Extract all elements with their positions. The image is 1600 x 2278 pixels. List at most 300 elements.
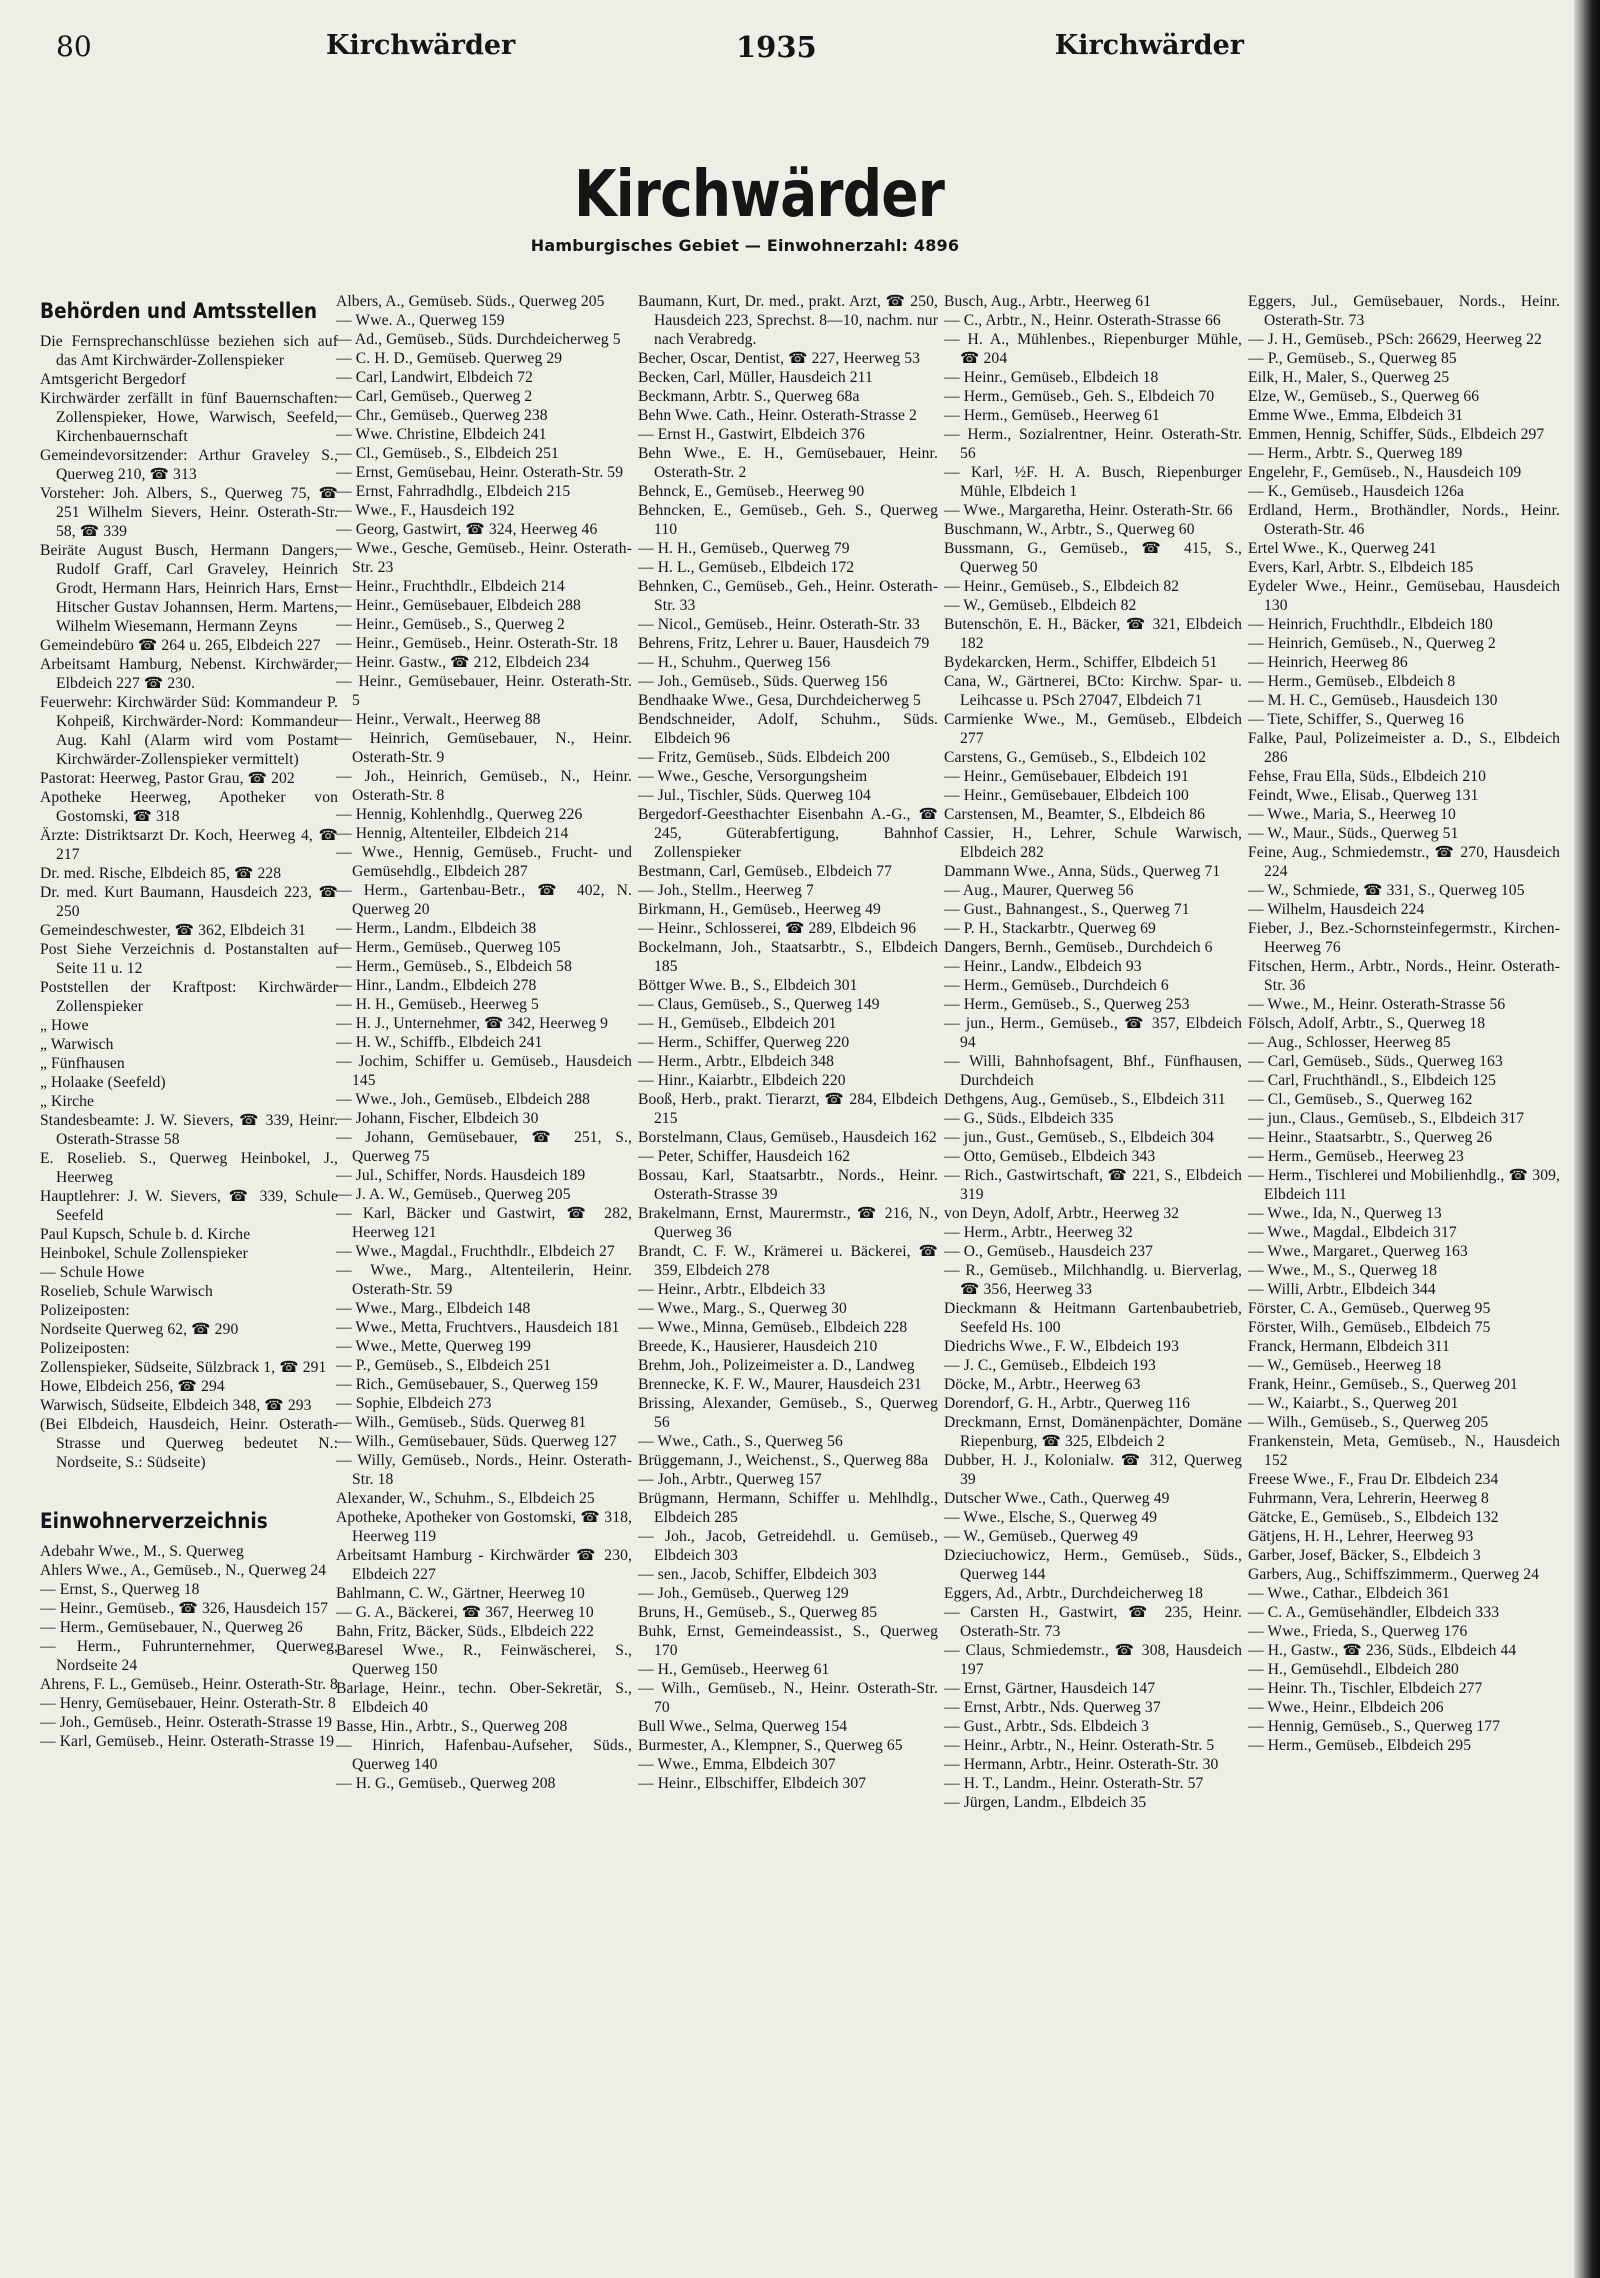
directory-entry: — Heinr. Th., Tischler, Elbdeich 277 xyxy=(1248,1680,1483,1697)
directory-entry: — Hennig, Altenteiler, Elbdeich 214 xyxy=(336,825,569,842)
directory-entry: — Wwe., Heinr., Elbdeich 206 xyxy=(1248,1699,1444,1716)
directory-entry: — Claus, Schmiedemstr., ☎ 308, Hausdeich 197 xyxy=(944,1642,1242,1678)
directory-entry: Engelehr, F., Gemüseb., N., Hausdeich 109 xyxy=(1248,464,1522,481)
directory-entry: Emme Wwe., Emma, Elbdeich 31 xyxy=(1248,407,1464,424)
directory-entry: — Ernst, Gärtner, Hausdeich 147 xyxy=(944,1680,1156,1697)
directory-entry: Brügmann, Hermann, Schiffer u. Mehlhdlg., Elbdeich 285 xyxy=(638,1490,938,1526)
directory-entry: — Cl., Gemüseb., S., Elbdeich 251 xyxy=(336,445,559,462)
directory-entry: — Jochim, Schiffer u. Gemüseb., Hausdeich 145 xyxy=(336,1053,632,1089)
directory-entry: — H. L., Gemüseb., Elbdeich 172 xyxy=(638,559,855,576)
directory-entry: — Heinr., Gemüsebauer, Elbdeich 100 xyxy=(944,787,1189,804)
directory-entry: Bestmann, Carl, Gemüseb., Elbdeich 77 xyxy=(638,863,893,880)
directory-entry: Eilk, H., Maler, S., Querweg 25 xyxy=(1248,369,1450,386)
directory-entry: — Hinr., Kaiarbtr., Elbdeich 220 xyxy=(638,1072,846,1089)
column-2 xyxy=(336,292,632,2252)
directory-entry: — H. H., Gemüseb., Heerweg 5 xyxy=(336,996,539,1013)
directory-entry: Garbers, Aug., Schiffszimmerm., Querweg 24 xyxy=(1248,1566,1540,1583)
directory-entry: — W., Gemüseb., Elbdeich 82 xyxy=(944,597,1137,614)
directory-entry: — Hinrich, Hafenbau-Aufseher, Süds., Querweg 140 xyxy=(336,1737,632,1773)
residents-list xyxy=(40,1542,338,1751)
directory-entry: — H., Gemüseb., Heerweg 61 xyxy=(638,1661,830,1678)
directory-entry: — Carl, Landwirt, Elbdeich 72 xyxy=(336,369,533,386)
directory-entry: — Fritz, Gemüseb., Süds. Elbdeich 200 xyxy=(638,749,890,766)
page-subtitle: Hamburgisches Gebiet — Einwohnerzahl: 4896 xyxy=(530,236,960,255)
directory-entry: Arbeitsamt Hamburg - Kirchwärder ☎ 230, Elbdeich 227 xyxy=(336,1547,632,1583)
directory-entry: — Karl, Gemüseb., Heinr. Osterath-Strasse 19 xyxy=(40,1733,335,1750)
directory-entry: Franck, Hermann, Elbdeich 311 xyxy=(1248,1338,1450,1355)
directory-entry: — C., Arbtr., N., Heinr. Osterath-Strasse 66 xyxy=(944,312,1221,329)
directory-entry: — Heinr., Gemüseb., S., Elbdeich 82 xyxy=(944,578,1180,595)
directory-entry: Kirchwärder zerfällt in fünf Bauernschaften: Zollenspieker, Howe, Warwisch, Seefeld, Kirchenbauernschaft xyxy=(40,390,338,445)
directory-entry: Heinbokel, Schule Zollenspieker xyxy=(40,1245,248,1262)
directory-entry: — Schule Howe xyxy=(40,1264,145,1281)
directory-entry: — C. H. D., Gemüseb. Querweg 29 xyxy=(336,350,563,367)
directory-entry: Fuhrmann, Vera, Lehrerin, Heerweg 8 xyxy=(1248,1490,1489,1507)
column-3 xyxy=(638,292,938,2252)
directory-entry: Birkmann, H., Gemüseb., Heerweg 49 xyxy=(638,901,881,918)
column-4-list xyxy=(944,292,1242,1812)
directory-entry: — W., Schmiede, ☎ 331, S., Querweg 105 xyxy=(1248,882,1525,899)
directory-entry: Apotheke, Apotheker von Gostomski, ☎ 318, Heerweg 119 xyxy=(336,1509,632,1545)
directory-entry: Elze, W., Gemüseb., S., Querweg 66 xyxy=(1248,388,1480,405)
directory-entry: — Joh., Gemüseb., Süds. Querweg 156 xyxy=(638,673,888,690)
directory-entry: Nordseite Querweg 62, ☎ 290 xyxy=(40,1321,239,1338)
directory-entry: — Tiete, Schiffer, S., Querweg 16 xyxy=(1248,711,1464,728)
running-head-left: Kirchwärder xyxy=(326,30,516,61)
directory-entry: Basse, Hin., Arbtr., S., Querweg 208 xyxy=(336,1718,568,1735)
directory-entry: Ahlers Wwe., A., Gemüseb., N., Querweg 24 xyxy=(40,1562,327,1579)
directory-entry: Gemeindebüro ☎ 264 u. 265, Elbdeich 227 xyxy=(40,637,321,654)
directory-entry: Frankenstein, Meta, Gemüseb., N., Hausdeich 152 xyxy=(1248,1433,1560,1469)
directory-entry: — H. A., Mühlenbes., Riepenburger Mühle, ☎ 204 xyxy=(944,331,1242,367)
directory-entry: — W., Kaiarbt., S., Querweg 201 xyxy=(1248,1395,1459,1412)
directory-entry: Hauptlehrer: J. W. Sievers, ☎ 339, Schule Seefeld xyxy=(40,1188,338,1224)
directory-entry: Baumann, Kurt, Dr. med., prakt. Arzt, ☎ 250, Hausdeich 223, Sprechst. 8—10, nachm. nur nach Verabredg. xyxy=(638,293,938,348)
directory-entry: Beiräte August Busch, Hermann Dangers, Rudolf Graff, Carl Graveley, Heinrich Grodt, Hermann Hars, Heinrich Hars, Ernst Hitscher Gustav Johannsen, Herm. Martens, Wilhelm Wiesemann, Hermann Zeyns xyxy=(40,542,338,635)
directory-entry: (Bei Elbdeich, Hausdeich, Heinr. Osterath-Strasse und Querweg bedeutet N.: Nordseite, S.: Südseite) xyxy=(40,1416,338,1471)
directory-entry: — Heinr., Gemüseb., Heinr. Osterath-Str. 18 xyxy=(336,635,618,652)
directory-entry: — Heinrich, Gemüsebauer, N., Heinr. Osterath-Str. 9 xyxy=(336,730,632,766)
directory-entry: Dethgens, Aug., Gemüseb., S., Elbdeich 311 xyxy=(944,1091,1226,1108)
directory-entry: — Heinr., Arbtr., Elbdeich 33 xyxy=(638,1281,826,1298)
directory-entry: Becher, Oscar, Dentist, ☎ 227, Heerweg 53 xyxy=(638,350,921,367)
directory-entry: — Hennig, Kohlenhdlg., Querweg 226 xyxy=(336,806,583,823)
directory-entry: — Heinr., Landw., Elbdeich 93 xyxy=(944,958,1142,975)
directory-entry: — Willi, Arbtr., Elbdeich 344 xyxy=(1248,1281,1436,1298)
directory-entry: Booß, Herb., prakt. Tierarzt, ☎ 284, Elbdeich 215 xyxy=(638,1091,938,1127)
directory-entry: — Wwe., Metta, Fruchtvers., Hausdeich 181 xyxy=(336,1319,620,1336)
directory-entry: — Heinr., Gemüseb., S., Querweg 2 xyxy=(336,616,565,633)
directory-entry: Fieber, J., Bez.-Schornsteinfegermstr., Kirchen-Heerweg 76 xyxy=(1248,920,1560,956)
directory-entry: — J. C., Gemüseb., Elbdeich 193 xyxy=(944,1357,1156,1374)
directory-entry: Post Siehe Verzeichnis d. Postanstalten auf Seite 11 u. 12 xyxy=(40,941,338,977)
directory-entry: Poststellen der Kraftpost: Kirchwärder Zollenspieker xyxy=(40,979,338,1015)
directory-entry: — Herm., Tischlerei und Mobilienhdlg., ☎ 309, Elbdeich 111 xyxy=(1248,1167,1560,1203)
directory-entry: — Joh., Arbtr., Querweg 157 xyxy=(638,1471,822,1488)
directory-entry: Behrens, Fritz, Lehrer u. Bauer, Hausdeich 79 xyxy=(638,635,930,652)
directory-entry: Ahrens, F. L., Gemüseb., Heinr. Osterath-Str. 8 xyxy=(40,1676,338,1693)
directory-entry: — Rich., Gemüsebauer, S., Querweg 159 xyxy=(336,1376,599,1393)
directory-entry: — Heinr., Gemüsebauer, Elbdeich 288 xyxy=(336,597,581,614)
directory-entry: — Heinr., Schlosserei, ☎ 289, Elbdeich 96 xyxy=(638,920,917,937)
directory-entry: — Heinr., Gemüsebauer, Elbdeich 191 xyxy=(944,768,1189,785)
directory-entry: — Joh., Gemüseb., Querweg 129 xyxy=(638,1585,849,1602)
directory-entry: — Herm., Gemüseb., Querweg 105 xyxy=(336,939,561,956)
directory-entry: — Wwe., Cath., S., Querweg 56 xyxy=(638,1433,843,1450)
directory-entry: — Wilhelm, Hausdeich 224 xyxy=(1248,901,1425,918)
directory-entry: — Heinr., Elbschiffer, Elbdeich 307 xyxy=(638,1775,867,1792)
page-number: 80 xyxy=(56,30,92,63)
directory-entry: Eggers, Ad., Arbtr., Durchdeicherweg 18 xyxy=(944,1585,1203,1602)
directory-entry: — H. G., Gemüseb., Querweg 208 xyxy=(336,1775,556,1792)
directory-entry: — Wwe., F., Hausdeich 192 xyxy=(336,502,515,519)
directory-entry: — Herm., Arbtr., Heerweg 32 xyxy=(944,1224,1133,1241)
directory-entry: — Herm., Gemüseb., Elbdeich 8 xyxy=(1248,673,1456,690)
column-1 xyxy=(40,280,338,2240)
directory-entry: — Wwe. Christine, Elbdeich 241 xyxy=(336,426,547,443)
directory-entry: Carstensen, M., Beamter, S., Elbdeich 86 xyxy=(944,806,1206,823)
directory-entry: — Wilh., Gemüseb., Süds. Querweg 81 xyxy=(336,1414,587,1431)
directory-entry: Alexander, W., Schuhm., S., Elbdeich 25 xyxy=(336,1490,595,1507)
directory-entry: Bergedorf-Geesthachter Eisenbahn A.-G., ☎ 245, Güterabfertigung, Bahnhof Zollenspieker xyxy=(638,806,938,861)
directory-entry: „ Kirche xyxy=(40,1093,95,1110)
directory-entry: Cana, W., Gärtnerei, BCto: Kirchw. Spar- u. Leihcasse u. PSch 27047, Elbdeich 71 xyxy=(944,673,1242,709)
directory-entry: Diedrichs Wwe., F. W., Elbdeich 193 xyxy=(944,1338,1179,1355)
column-5-list xyxy=(1248,292,1560,1755)
directory-entry: — Carsten H., Gastwirt, ☎ 235, Heinr. Osterath-Str. 73 xyxy=(944,1604,1242,1640)
directory-entry: Frank, Heinr., Gemüseb., S., Querweg 201 xyxy=(1248,1376,1518,1393)
authorities-list xyxy=(40,332,338,1472)
directory-entry: — R., Gemüseb., Milchhandlg. u. Bierverlag, ☎ 356, Heerweg 33 xyxy=(944,1262,1242,1298)
directory-entry: — Herm., Gemüseb., Elbdeich 295 xyxy=(1248,1737,1472,1754)
column-5 xyxy=(1248,292,1560,2252)
directory-entry: — Hinr., Landm., Elbdeich 278 xyxy=(336,977,537,994)
directory-entry: — Herm., Landm., Elbdeich 38 xyxy=(336,920,537,937)
directory-entry: Baresel Wwe., R., Feinwäscherei, S., Querweg 150 xyxy=(336,1642,632,1678)
directory-entry: — Herm., Gemüseb., Geh. S., Elbdeich 70 xyxy=(944,388,1215,405)
directory-entry: — Aug., Maurer, Querweg 56 xyxy=(944,882,1134,899)
directory-entry: Dorendorf, G. H., Arbtr., Querweg 116 xyxy=(944,1395,1191,1412)
directory-entry: — Wwe., Marg., S., Querweg 30 xyxy=(638,1300,847,1317)
directory-entry: — H., Gemüsehdl., Elbdeich 280 xyxy=(1248,1661,1459,1678)
directory-entry: Dzieciuchowicz, Herm., Gemüseb., Süds., Querweg 144 xyxy=(944,1547,1242,1583)
directory-entry: Cassier, H., Lehrer, Schule Warwisch, Elbdeich 282 xyxy=(944,825,1242,861)
directory-entry: — Wwe., Gesche, Gemüseb., Heinr. Osterath-Str. 23 xyxy=(336,540,632,576)
column-4 xyxy=(944,292,1242,2252)
directory-entry: Dieckmann & Heitmann Gartenbaubetrieb, Seefeld Hs. 100 xyxy=(944,1300,1242,1336)
directory-entry: Dammann Wwe., Anna, Süds., Querweg 71 xyxy=(944,863,1221,880)
directory-entry: Dubber, H. J., Kolonialw. ☎ 312, Querweg 39 xyxy=(944,1452,1242,1488)
directory-entry: — Wwe., Margaret., Querweg 163 xyxy=(1248,1243,1468,1260)
directory-entry: — H., Gastw., ☎ 236, Süds., Elbdeich 44 xyxy=(1248,1642,1517,1659)
directory-entry: — Carl, Gemüseb., Querweg 2 xyxy=(336,388,533,405)
directory-entry: Fölsch, Adolf, Arbtr., S., Querweg 18 xyxy=(1248,1015,1486,1032)
directory-entry: E. Roselieb. S., Querweg Heinbokel, J., Heerweg xyxy=(40,1150,338,1186)
directory-entry: — O., Gemüseb., Hausdeich 237 xyxy=(944,1243,1154,1260)
directory-entry: Paul Kupsch, Schule b. d. Kirche xyxy=(40,1226,251,1243)
directory-entry: — H. W., Schiffb., Elbdeich 241 xyxy=(336,1034,543,1051)
directory-entry: — Gust., Arbtr., Sds. Elbdeich 3 xyxy=(944,1718,1150,1735)
directory-entry: Behnck, E., Gemüseb., Heerweg 90 xyxy=(638,483,865,500)
directory-entry: Gätjens, H. H., Lehrer, Heerweg 93 xyxy=(1248,1528,1474,1545)
directory-entry: — W., Gemüseb., Querweg 49 xyxy=(944,1528,1139,1545)
directory-entry: — Georg, Gastwirt, ☎ 324, Heerweg 46 xyxy=(336,521,598,538)
directory-entry: Brissing, Alexander, Gemüseb., S., Querweg 56 xyxy=(638,1395,938,1431)
directory-entry: „ Fünfhausen xyxy=(40,1055,125,1072)
directory-entry: — Ernst H., Gastwirt, Elbdeich 376 xyxy=(638,426,865,443)
directory-entry: Beckmann, Arbtr. S., Querweg 68a xyxy=(638,388,860,405)
directory-entry: — Ernst, Gemüsebau, Heinr. Osterath-Str. 59 xyxy=(336,464,624,481)
directory-entry: — Karl, ½F. H. A. Busch, Riepenburger Mühle, Elbdeich 1 xyxy=(944,464,1242,500)
directory-entry: — H. T., Landm., Heinr. Osterath-Str. 57 xyxy=(944,1775,1204,1792)
directory-entry: — Wwe., Elsche, S., Querweg 49 xyxy=(944,1509,1158,1526)
directory-entry: Standesbeamte: J. W. Sievers, ☎ 339, Heinr. Osterath-Strasse 58 xyxy=(40,1112,338,1148)
section-heading-residents: Einwohnerverzeichnis xyxy=(40,1509,268,1533)
directory-entry: — Willy, Gemüseb., Nords., Heinr. Osterath-Str. 18 xyxy=(336,1452,632,1488)
directory-entry: — Johann, Fischer, Elbdeich 30 xyxy=(336,1110,539,1127)
directory-entry: — Wwe., Maria, S., Heerweg 10 xyxy=(1248,806,1456,823)
page-title: Kirchwärder xyxy=(573,158,945,232)
directory-entry: Feine, Aug., Schmiedemstr., ☎ 270, Hausdeich 224 xyxy=(1248,844,1560,880)
directory-entry: Barlage, Heinr., techn. Ober-Sekretär, S., Elbdeich 40 xyxy=(336,1680,632,1716)
directory-entry: Bussmann, G., Gemüseb., ☎ 415, S., Querweg 50 xyxy=(944,540,1242,576)
directory-entry: — Wwe., Frieda, S., Querweg 176 xyxy=(1248,1623,1468,1640)
directory-entry: — sen., Jacob, Schiffer, Elbdeich 303 xyxy=(638,1566,877,1583)
directory-entry: Bruns, H., Gemüseb., S., Querweg 85 xyxy=(638,1604,878,1621)
directory-columns xyxy=(40,280,1570,2260)
directory-entry: Feindt, Wwe., Elisab., Querweg 131 xyxy=(1248,787,1479,804)
directory-entry: Carmienke Wwe., M., Gemüseb., Elbdeich 277 xyxy=(944,711,1242,747)
directory-entry: — Ernst, Fahrradhdlg., Elbdeich 215 xyxy=(336,483,571,500)
directory-entry: Bahn, Fritz, Bäcker, Süds., Elbdeich 222 xyxy=(336,1623,595,1640)
directory-entry: von Deyn, Adolf, Arbtr., Heerweg 32 xyxy=(944,1205,1180,1222)
directory-entry: — Herm., Gemüseb., Durchdeich 6 xyxy=(944,977,1169,994)
directory-entry: Polizeiposten: xyxy=(40,1302,130,1319)
directory-entry: Behn Wwe., E. H., Gemüsebauer, Heinr. Osterath-Str. 2 xyxy=(638,445,938,481)
directory-entry: Becken, Carl, Müller, Hausdeich 211 xyxy=(638,369,873,386)
directory-entry: Breede, K., Hausierer, Hausdeich 210 xyxy=(638,1338,878,1355)
directory-entry: Dreckmann, Ernst, Domänenpächter, Domäne Riepenburg, ☎ 325, Elbdeich 2 xyxy=(944,1414,1242,1450)
directory-entry: — Wilh., Gemüseb., S., Querweg 205 xyxy=(1248,1414,1489,1431)
directory-entry: Burmester, A., Klempner, S., Querweg 65 xyxy=(638,1737,903,1754)
directory-entry: — Sophie, Elbdeich 273 xyxy=(336,1395,492,1412)
directory-entry: Apotheke Heerweg, Apotheker von Gostomski, ☎ 318 xyxy=(40,789,338,825)
directory-entry: Buhk, Ernst, Gemeindeassist., S., Querweg 170 xyxy=(638,1623,938,1659)
directory-entry: Die Fernsprechanschlüsse beziehen sich auf das Amt Kirchwärder-Zollenspieker xyxy=(40,333,338,369)
directory-entry: Dangers, Bernh., Gemüseb., Durchdeich 6 xyxy=(944,939,1213,956)
directory-entry: — P. H., Stackarbtr., Querweg 69 xyxy=(944,920,1156,937)
directory-entry: — K., Gemüseb., Hausdeich 126a xyxy=(1248,483,1465,500)
directory-entry: — P., Gemüseb., S., Elbdeich 251 xyxy=(336,1357,552,1374)
directory-entry: — Claus, Gemüseb., S., Querweg 149 xyxy=(638,996,880,1013)
directory-entry: — P., Gemüseb., S., Querweg 85 xyxy=(1248,350,1457,367)
directory-entry: — jun., Claus., Gemüseb., S., Elbdeich 317 xyxy=(1248,1110,1525,1127)
directory-entry: — G. A., Bäckerei, ☎ 367, Heerweg 10 xyxy=(336,1604,594,1621)
directory-entry: Gätcke, E., Gemüseb., S., Elbdeich 132 xyxy=(1248,1509,1499,1526)
directory-entry: — Herm., Schiffer, Querweg 220 xyxy=(638,1034,850,1051)
directory-entry: Freese Wwe., F., Frau Dr. Elbdeich 234 xyxy=(1248,1471,1499,1488)
directory-entry: Carstens, G., Gemüseb., S., Elbdeich 102 xyxy=(944,749,1207,766)
section-heading-authorities: Behörden und Amtsstellen xyxy=(40,299,318,323)
directory-entry: — Wwe., Magdal., Elbdeich 317 xyxy=(1248,1224,1457,1241)
directory-entry: — Hermann, Arbtr., Heinr. Osterath-Str. 30 xyxy=(944,1756,1219,1773)
directory-entry: — Heinr. Gastw., ☎ 212, Elbdeich 234 xyxy=(336,654,590,671)
directory-entry: — Herm., Gartenbau-Betr., ☎ 402, N. Querweg 20 xyxy=(336,882,632,918)
directory-entry: — J. A. W., Gemüseb., Querweg 205 xyxy=(336,1186,571,1203)
directory-entry: Bendschneider, Adolf, Schuhm., Süds. Elbdeich 96 xyxy=(638,711,938,747)
directory-entry: Emmen, Hennig, Schiffer, Süds., Elbdeich 297 xyxy=(1248,426,1545,443)
directory-entry: Eggers, Jul., Gemüsebauer, Nords., Heinr. Osterath-Str. 73 xyxy=(1248,293,1560,329)
directory-entry: — Heinr., Arbtr., N., Heinr. Osterath-Str. 5 xyxy=(944,1737,1215,1754)
directory-entry: — Wwe., Marg., Altenteilerin, Heinr. Osterath-Str. 59 xyxy=(336,1262,632,1298)
directory-entry: — Joh., Stellm., Heerweg 7 xyxy=(638,882,814,899)
directory-entry: — Wwe., Cathar., Elbdeich 361 xyxy=(1248,1585,1450,1602)
running-head xyxy=(50,30,1244,74)
directory-entry: — Herm., Arbtr. S., Querweg 189 xyxy=(1248,445,1463,462)
directory-entry: — Wwe., Emma, Elbdeich 307 xyxy=(638,1756,836,1773)
directory-entry: Ertel Wwe., K., Querweg 241 xyxy=(1248,540,1437,557)
directory-entry: — Heinr., Staatsarbtr., S., Querweg 26 xyxy=(1248,1129,1493,1146)
directory-entry: — Chr., Gemüseb., Querweg 238 xyxy=(336,407,548,424)
directory-entry: — Johann, Gemüsebauer, ☎ 251, S., Querweg 75 xyxy=(336,1129,632,1165)
column-2-list xyxy=(336,292,632,1793)
directory-entry: — Heinr., Gemüsebauer, Heinr. Osterath-Str. 5 xyxy=(336,673,632,709)
directory-entry: — Heinr., Verwalt., Heerweg 88 xyxy=(336,711,541,728)
directory-entry: Behnken, C., Gemüseb., Geh., Heinr. Osterath-Str. 33 xyxy=(638,578,938,614)
directory-entry: — Wwe., Marg., Elbdeich 148 xyxy=(336,1300,531,1317)
directory-entry: — Herm., Gemüseb., S., Elbdeich 58 xyxy=(336,958,572,975)
running-head-right: Kirchwärder xyxy=(1054,30,1244,61)
directory-entry: — Jul., Tischler, Süds. Querweg 104 xyxy=(638,787,871,804)
directory-entry: Fehse, Frau Ella, Süds., Elbdeich 210 xyxy=(1248,768,1487,785)
directory-entry: — Wilh., Gemüseb., N., Heinr. Osterath-Str. 70 xyxy=(638,1680,938,1716)
directory-entry: Garber, Josef, Bäcker, S., Elbdeich 3 xyxy=(1248,1547,1481,1564)
directory-entry: — Herm., Gemüseb., S., Querweg 253 xyxy=(944,996,1190,1013)
directory-entry: Arbeitsamt Hamburg, Nebenst. Kirchwärder, Elbdeich 227 ☎ 230. xyxy=(40,656,338,692)
directory-entry: Albers, A., Gemüseb. Süds., Querweg 205 xyxy=(336,293,605,310)
directory-entry: Bockelmann, Joh., Staatsarbtr., S., Elbdeich 185 xyxy=(638,939,938,975)
directory-entry: Ärzte: Distriktsarzt Dr. Koch, Heerweg 4, ☎ 217 xyxy=(40,827,338,863)
directory-entry: Bull Wwe., Selma, Querweg 154 xyxy=(638,1718,848,1735)
directory-entry: „ Howe xyxy=(40,1017,89,1034)
directory-entry: — Henry, Gemüsebauer, Heinr. Osterath-Str. 8 xyxy=(40,1695,336,1712)
directory-entry: — Ernst, Arbtr., Nds. Querweg 37 xyxy=(944,1699,1161,1716)
column-3-list xyxy=(638,292,938,1793)
directory-entry: Brehm, Joh., Polizeimeister a. D., Landweg xyxy=(638,1357,915,1374)
directory-entry: — Hennig, Gemüseb., S., Querweg 177 xyxy=(1248,1718,1501,1735)
directory-entry: Feuerwehr: Kirchwärder Süd: Kommandeur P. Kohpeiß, Kirchwärder-Nord: Kommandeur Aug. Kahl (Alarm wird vom Postamt Kirchwärder-Zollenspieker vermittelt) xyxy=(40,694,338,768)
directory-entry: — Cl., Gemüseb., S., Querweg 162 xyxy=(1248,1091,1473,1108)
directory-entry: — Wwe., Hennig, Gemüseb., Frucht- und Gemüsehdlg., Elbdeich 287 xyxy=(336,844,632,880)
directory-entry: Howe, Elbdeich 256, ☎ 294 xyxy=(40,1378,225,1395)
directory-entry: — Joh., Gemüseb., Heinr. Osterath-Strasse 19 xyxy=(40,1714,332,1731)
directory-entry: Behncken, E., Gemüseb., Geh. S., Querweg 110 xyxy=(638,502,938,538)
directory-entry: Amtsgericht Bergedorf xyxy=(40,371,187,388)
directory-entry: — Herm., Fuhrunternehmer, Querweg, Nordseite 24 xyxy=(40,1638,338,1674)
running-head-year: 1935 xyxy=(736,30,817,64)
directory-entry: — jun., Gust., Gemüseb., S., Elbdeich 304 xyxy=(944,1129,1215,1146)
directory-entry: Polizeiposten: xyxy=(40,1340,130,1357)
directory-entry: Evers, Karl, Arbtr. S., Elbdeich 185 xyxy=(1248,559,1474,576)
directory-entry: „ Holaake (Seefeld) xyxy=(40,1074,166,1091)
directory-entry: Gemeindevorsitzender: Arthur Graveley S., Querweg 210, ☎ 313 xyxy=(40,447,338,483)
directory-entry: Fitschen, Herm., Arbtr., Nords., Heinr. Osterath-Str. 36 xyxy=(1248,958,1560,994)
directory-entry: Bossau, Karl, Staatsarbtr., Nords., Heinr. Osterath-Strasse 39 xyxy=(638,1167,938,1203)
directory-entry: Brüggemann, J., Weichenst., S., Querweg 88a xyxy=(638,1452,929,1469)
directory-entry: — Jürgen, Landm., Elbdeich 35 xyxy=(944,1794,1147,1811)
directory-entry: Borstelmann, Claus, Gemüseb., Hausdeich 162 xyxy=(638,1129,937,1146)
directory-entry: Dr. med. Kurt Baumann, Hausdeich 223, ☎ 250 xyxy=(40,884,338,920)
directory-entry: — Herm., Gemüseb., Heerweg 23 xyxy=(1248,1148,1464,1165)
directory-entry: — Wwe., Magdal., Fruchthdlr., Elbdeich 27 xyxy=(336,1243,615,1260)
directory-entry: — H., Schuhm., Querweg 156 xyxy=(638,654,831,671)
directory-entry: — Herm., Gemüsebauer, N., Querweg 26 xyxy=(40,1619,303,1636)
directory-entry: Buschmann, W., Arbtr., S., Querweg 60 xyxy=(944,521,1195,538)
directory-entry: — Nicol., Gemüseb., Heinr. Osterath-Str. 33 xyxy=(638,616,920,633)
directory-entry: — Wwe., Joh., Gemüseb., Elbdeich 288 xyxy=(336,1091,591,1108)
directory-entry: Roselieb, Schule Warwisch xyxy=(40,1283,213,1300)
directory-entry: — C. A., Gemüsehändler, Elbdeich 333 xyxy=(1248,1604,1500,1621)
directory-entry: Bydekarcken, Herm., Schiffer, Elbdeich 51 xyxy=(944,654,1218,671)
directory-entry: — H., Gemüseb., Elbdeich 201 xyxy=(638,1015,837,1032)
directory-entry: — Willi, Bahnhofsagent, Bhf., Fünfhausen, Durchdeich xyxy=(944,1053,1242,1089)
directory-entry: — Rich., Gastwirtschaft, ☎ 221, S., Elbdeich 319 xyxy=(944,1167,1242,1203)
directory-entry: — Joh., Jacob, Getreidehdl. u. Gemüseb., Elbdeich 303 xyxy=(638,1528,938,1564)
page-edge-shadow xyxy=(1574,0,1600,2278)
directory-entry: — Wwe., Mette, Querweg 199 xyxy=(336,1338,532,1355)
directory-entry: „ Warwisch xyxy=(40,1036,114,1053)
directory-entry: Gemeindeschwester, ☎ 362, Elbdeich 31 xyxy=(40,922,306,939)
directory-entry: — H. J., Unternehmer, ☎ 342, Heerweg 9 xyxy=(336,1015,609,1032)
directory-entry: — Gust., Bahnangest., S., Querweg 71 xyxy=(944,901,1190,918)
directory-entry: — Wwe., Gesche, Versorgungsheim xyxy=(638,768,868,785)
directory-entry: Butenschön, E. H., Bäcker, ☎ 321, Elbdeich 182 xyxy=(944,616,1242,652)
directory-entry: — Carl, Fruchthändl., S., Elbdeich 125 xyxy=(1248,1072,1497,1089)
directory-entry: Förster, Wilh., Gemüseb., Elbdeich 75 xyxy=(1248,1319,1491,1336)
directory-entry: — Ad., Gemüseb., Süds. Durchdeicherweg 5 xyxy=(336,331,621,348)
directory-entry: — Karl, Bäcker und Gastwirt, ☎ 282, Heerweg 121 xyxy=(336,1205,632,1241)
directory-entry: — Wwe., Margaretha, Heinr. Osterath-Str. 66 xyxy=(944,502,1233,519)
directory-entry: Dutscher Wwe., Cath., Querweg 49 xyxy=(944,1490,1170,1507)
title-block xyxy=(0,158,1600,255)
directory-entry: — Heinrich, Gemüseb., N., Querweg 2 xyxy=(1248,635,1496,652)
directory-entry: Busch, Aug., Arbtr., Heerweg 61 xyxy=(944,293,1152,310)
directory-entry: — Heinr., Gemüseb., Elbdeich 18 xyxy=(944,369,1159,386)
directory-entry: — Otto, Gemüseb., Elbdeich 343 xyxy=(944,1148,1156,1165)
directory-entry: Döcke, M., Arbtr., Heerweg 63 xyxy=(944,1376,1141,1393)
directory-entry: Brennecke, K. F. W., Maurer, Hausdeich 231 xyxy=(638,1376,922,1393)
directory-entry: — Wilh., Gemüsebauer, Süds. Querweg 127 xyxy=(336,1433,617,1450)
directory-entry: — W., Maur., Süds., Querweg 51 xyxy=(1248,825,1459,842)
directory-entry: Bendhaake Wwe., Gesa, Durchdeicherweg 5 xyxy=(638,692,921,709)
directory-entry: — Aug., Schlosser, Heerweg 85 xyxy=(1248,1034,1451,1051)
directory-entry: Bahlmann, C. W., Gärtner, Heerweg 10 xyxy=(336,1585,585,1602)
directory-entry: Böttger Wwe. B., S., Elbdeich 301 xyxy=(638,977,858,994)
directory-entry: — J. H., Gemüseb., PSch: 26629, Heerweg 22 xyxy=(1248,331,1542,348)
directory-entry: — jun., Herm., Gemüseb., ☎ 357, Elbdeich 94 xyxy=(944,1015,1242,1051)
directory-entry: — Wwe., M., Heinr. Osterath-Strasse 56 xyxy=(1248,996,1506,1013)
directory-entry: Pastorat: Heerweg, Pastor Grau, ☎ 202 xyxy=(40,770,295,787)
directory-entry: — Heinrich, Fruchthdlr., Elbdeich 180 xyxy=(1248,616,1493,633)
directory-entry: — M. H. C., Gemüseb., Hausdeich 130 xyxy=(1248,692,1498,709)
directory-entry: — G., Süds., Elbdeich 335 xyxy=(944,1110,1114,1127)
directory-entry: Vorsteher: Joh. Albers, S., Querweg 75, ☎ 251 Wilhelm Sievers, Heinr. Osterath-Str. 58, ☎ 339 xyxy=(40,485,338,540)
directory-entry: — Heinr., Gemüseb., ☎ 326, Hausdeich 157 xyxy=(40,1600,329,1617)
directory-entry: — Heinr., Fruchthdlr., Elbdeich 214 xyxy=(336,578,565,595)
directory-entry: Brakelmann, Ernst, Maurermstr., ☎ 216, N., Querweg 36 xyxy=(638,1205,938,1241)
directory-entry: — Carl, Gemüseb., Süds., Querweg 163 xyxy=(1248,1053,1503,1070)
directory-entry: — Herm., Sozialrentner, Heinr. Osterath-Str. 56 xyxy=(944,426,1242,462)
